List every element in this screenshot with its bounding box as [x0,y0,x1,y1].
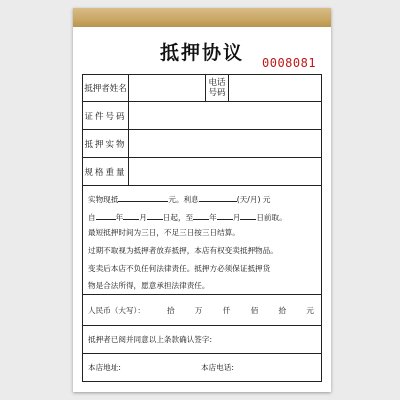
phone-label [205,75,229,101]
unit-shi-2: 拾 [278,306,287,315]
amount-blank [118,193,168,202]
phone-label-line-1: 电话 [208,78,226,88]
terms-line-6: 物是合法所得，愿意承担法律责任。 [88,281,210,290]
confirm-text: 抵押者已阅并同意以上条款确认签字: [88,335,213,344]
document-title: 抵押协议 [159,42,244,64]
agreement-form [82,74,322,382]
unit-shi-1: 拾 [166,306,175,315]
amount-line [88,306,318,316]
shop-phone-label: 本店电话: [201,363,234,372]
id-label: 证件号码 [83,102,129,129]
id-row [83,102,321,130]
amount-row [83,295,321,326]
item-row [83,130,321,158]
shop-address-label: 本店地址: [88,363,121,372]
footer-row [83,354,321,381]
terms-line-5: 变卖后本店不负任何法律责任。抵押方必须保证抵押货 [88,264,271,273]
unit-yuan: 元 [306,306,314,315]
unit-bai: 佰 [250,306,259,315]
terms-line-4: 过期不取视为抵押者放弃抵押，本店有权变卖抵押物品。 [88,246,278,255]
terms-line-2: 自 年 月 日起，至 年 月 日前取。 [88,213,287,222]
phone-label-line-2: 号码 [208,88,226,98]
spec-label: 规格重量 [83,158,129,185]
terms-line-1: 实物现抵 元。利息 (天/月) 元 [88,195,271,204]
interest-blank [199,193,237,202]
receipt-pad [73,8,331,392]
terms-line-3: 最短抵押时间为三日，不足三日按三日结算。 [88,228,240,237]
name-row [83,75,321,102]
unit-qian: 仟 [222,306,231,315]
terms-block [83,186,321,295]
amount-label: 人民币（大写）： [88,306,145,315]
spec-row [83,158,321,186]
confirm-row [83,326,321,354]
item-label: 抵押实物 [83,130,129,157]
unit-wan: 万 [194,306,203,315]
pad-binding [73,8,331,27]
name-label: 抵押者姓名 [83,75,129,101]
serial-number: 0008081 [262,56,317,70]
